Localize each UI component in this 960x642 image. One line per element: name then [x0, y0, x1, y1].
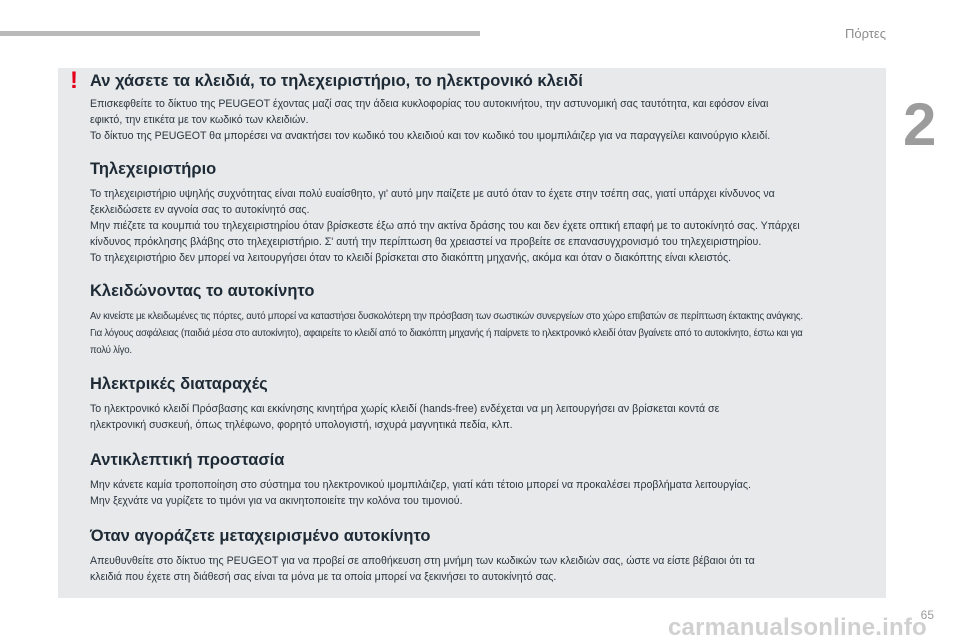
paragraph-line: Απευθυνθείτε στο δίκτυο της PEUGEOT για να προβεί σε αποθήκευση στη μνήμη των κωδικών των κλειδιών σας, ώστε να είστε βέβαιοι ότι τα: [90, 555, 755, 567]
section-remote-control: [90, 158, 880, 266]
watermark: carmanualsonline.info: [668, 614, 927, 641]
header-rule: [0, 31, 480, 36]
paragraph-line: εφικτό, την ετικέτα με τον κωδικό των κλειδιών.: [90, 114, 309, 126]
page-number: 65: [920, 608, 934, 622]
paragraph-line: Για λόγους ασφάλειας (παιδιά μέσα στο αυτοκίνητο), αφαιρείτε το κλειδί από το διακόπτη μηχανής ή παίρνετε το ηλεκτρονικό κλειδί όταν βγαίνετε από το αυτοκίνητο, έστω και για: [90, 328, 803, 339]
section-lost-keys: [90, 70, 880, 144]
page-header-title: Πόρτες: [844, 26, 886, 41]
section-electrical-interference: [90, 373, 880, 433]
section-title: Αντικλεπτική προστασία: [90, 451, 285, 469]
section-anti-theft: [90, 449, 880, 509]
section-used-vehicle: [90, 525, 880, 585]
section-title: Όταν αγοράζετε μεταχειρισμένο αυτοκίνητο: [90, 527, 431, 545]
chapter-number: 2: [903, 91, 937, 158]
section-locking-vehicle: [90, 280, 880, 359]
paragraph-line: ξεκλειδώσετε εν αγνοία σας το αυτοκίνητό σας.: [90, 204, 310, 216]
section-title: Κλειδώνοντας το αυτοκίνητο: [90, 282, 315, 300]
paragraph-line: Αν κινείστε με κλειδωμένες τις πόρτες, αυτό μπορεί να καταστήσει δυσκολότερη την πρόσβαση των σωστικών συνεργείων στο χώρο επιβατών σε περίπτωση έκτακτης ανάγκης.: [90, 311, 803, 322]
paragraph-line: Μην κάνετε καμία τροποποίηση στο σύστημα του ηλεκτρονικού ιμομπιλάιζερ, γιατί κάτι τέτοιο μπορεί να προκαλέσει προβλήματα λειτουργίας.: [90, 479, 751, 491]
section-title: Τηλεχειριστήριο: [90, 160, 217, 178]
section-title: Ηλεκτρικές διαταραχές: [90, 375, 268, 393]
paragraph-line: Επισκεφθείτε το δίκτυο της PEUGEOT έχοντας μαζί σας την άδεια κυκλοφορίας του αυτοκινήτου, την αστυνομική σας ταυτότητα, και εφόσον είναι: [90, 98, 769, 110]
paragraph-line: Μην πιέζετε τα κουμπιά του τηλεχειριστηρίου όταν βρίσκεστε έξω από την ακτίνα δράσης του και δεν έχετε οπτική επαφή με το αυτοκίνητό σας. Υπάρχει: [90, 220, 800, 232]
paragraph-line: Μην ξεχνάτε να γυρίζετε το τιμόνι για να ακινητοποιείτε την κολόνα του τιμονιού.: [90, 495, 463, 507]
panel-content: [90, 70, 880, 585]
paragraph-line: πολύ λίγο.: [90, 345, 132, 356]
section-title: Αν χάσετε τα κλειδιά, το τηλεχειριστήριο, το ηλεκτρονικό κλειδί: [90, 72, 583, 90]
paragraph-line: κίνδυνος πρόκλησης βλάβης στο τηλεχειριστήριο. Σ' αυτή την περίπτωση θα χρειαστεί να προβείτε σε επανασυγχρονισμό του τηλεχειριστηρίου.: [90, 236, 762, 248]
paragraph-line: ηλεκτρονική συσκευή, όπως τηλέφωνο, φορητό υπολογιστή, ισχυρά μαγνητικά πεδία, κλπ.: [90, 419, 513, 431]
paragraph-line: Το τηλεχειριστήριο υψηλής συχνότητας είναι πολύ ευαίσθητο, γι' αυτό μην παίζετε με αυτό όταν το έχετε στην τσέπη σας, γιατί υπάρχει κίνδυνος να: [90, 188, 775, 200]
exclamation-icon: !: [70, 67, 78, 94]
paragraph-line: Το τηλεχειριστήριο δεν μπορεί να λειτουργήσει όταν το κλειδί βρίσκεται στο διακόπτη μηχανής, ακόμα και όταν ο διακόπτης είναι κλειστός.: [90, 252, 732, 264]
paragraph-line: κλειδιά που έχετε στη διάθεσή σας είναι τα μόνα με τα οποία μπορεί να ξεκινήσει το αυτοκίνητό σας.: [90, 571, 557, 583]
paragraph-line: Το ηλεκτρονικό κλειδί Πρόσβασης και εκκίνησης κινητήρα χωρίς κλειδί (hands-free) ενδέχεται να μη λειτουργήσει αν βρίσκεται κοντά σε: [90, 403, 720, 415]
paragraph-line: Το δίκτυο της PEUGEOT θα μπορέσει να ανακτήσει τον κωδικό του κλειδιού και τον κωδικό του ιμομπιλάιζερ για να παραγγείλει καινούργιο κλειδί.: [90, 130, 771, 142]
